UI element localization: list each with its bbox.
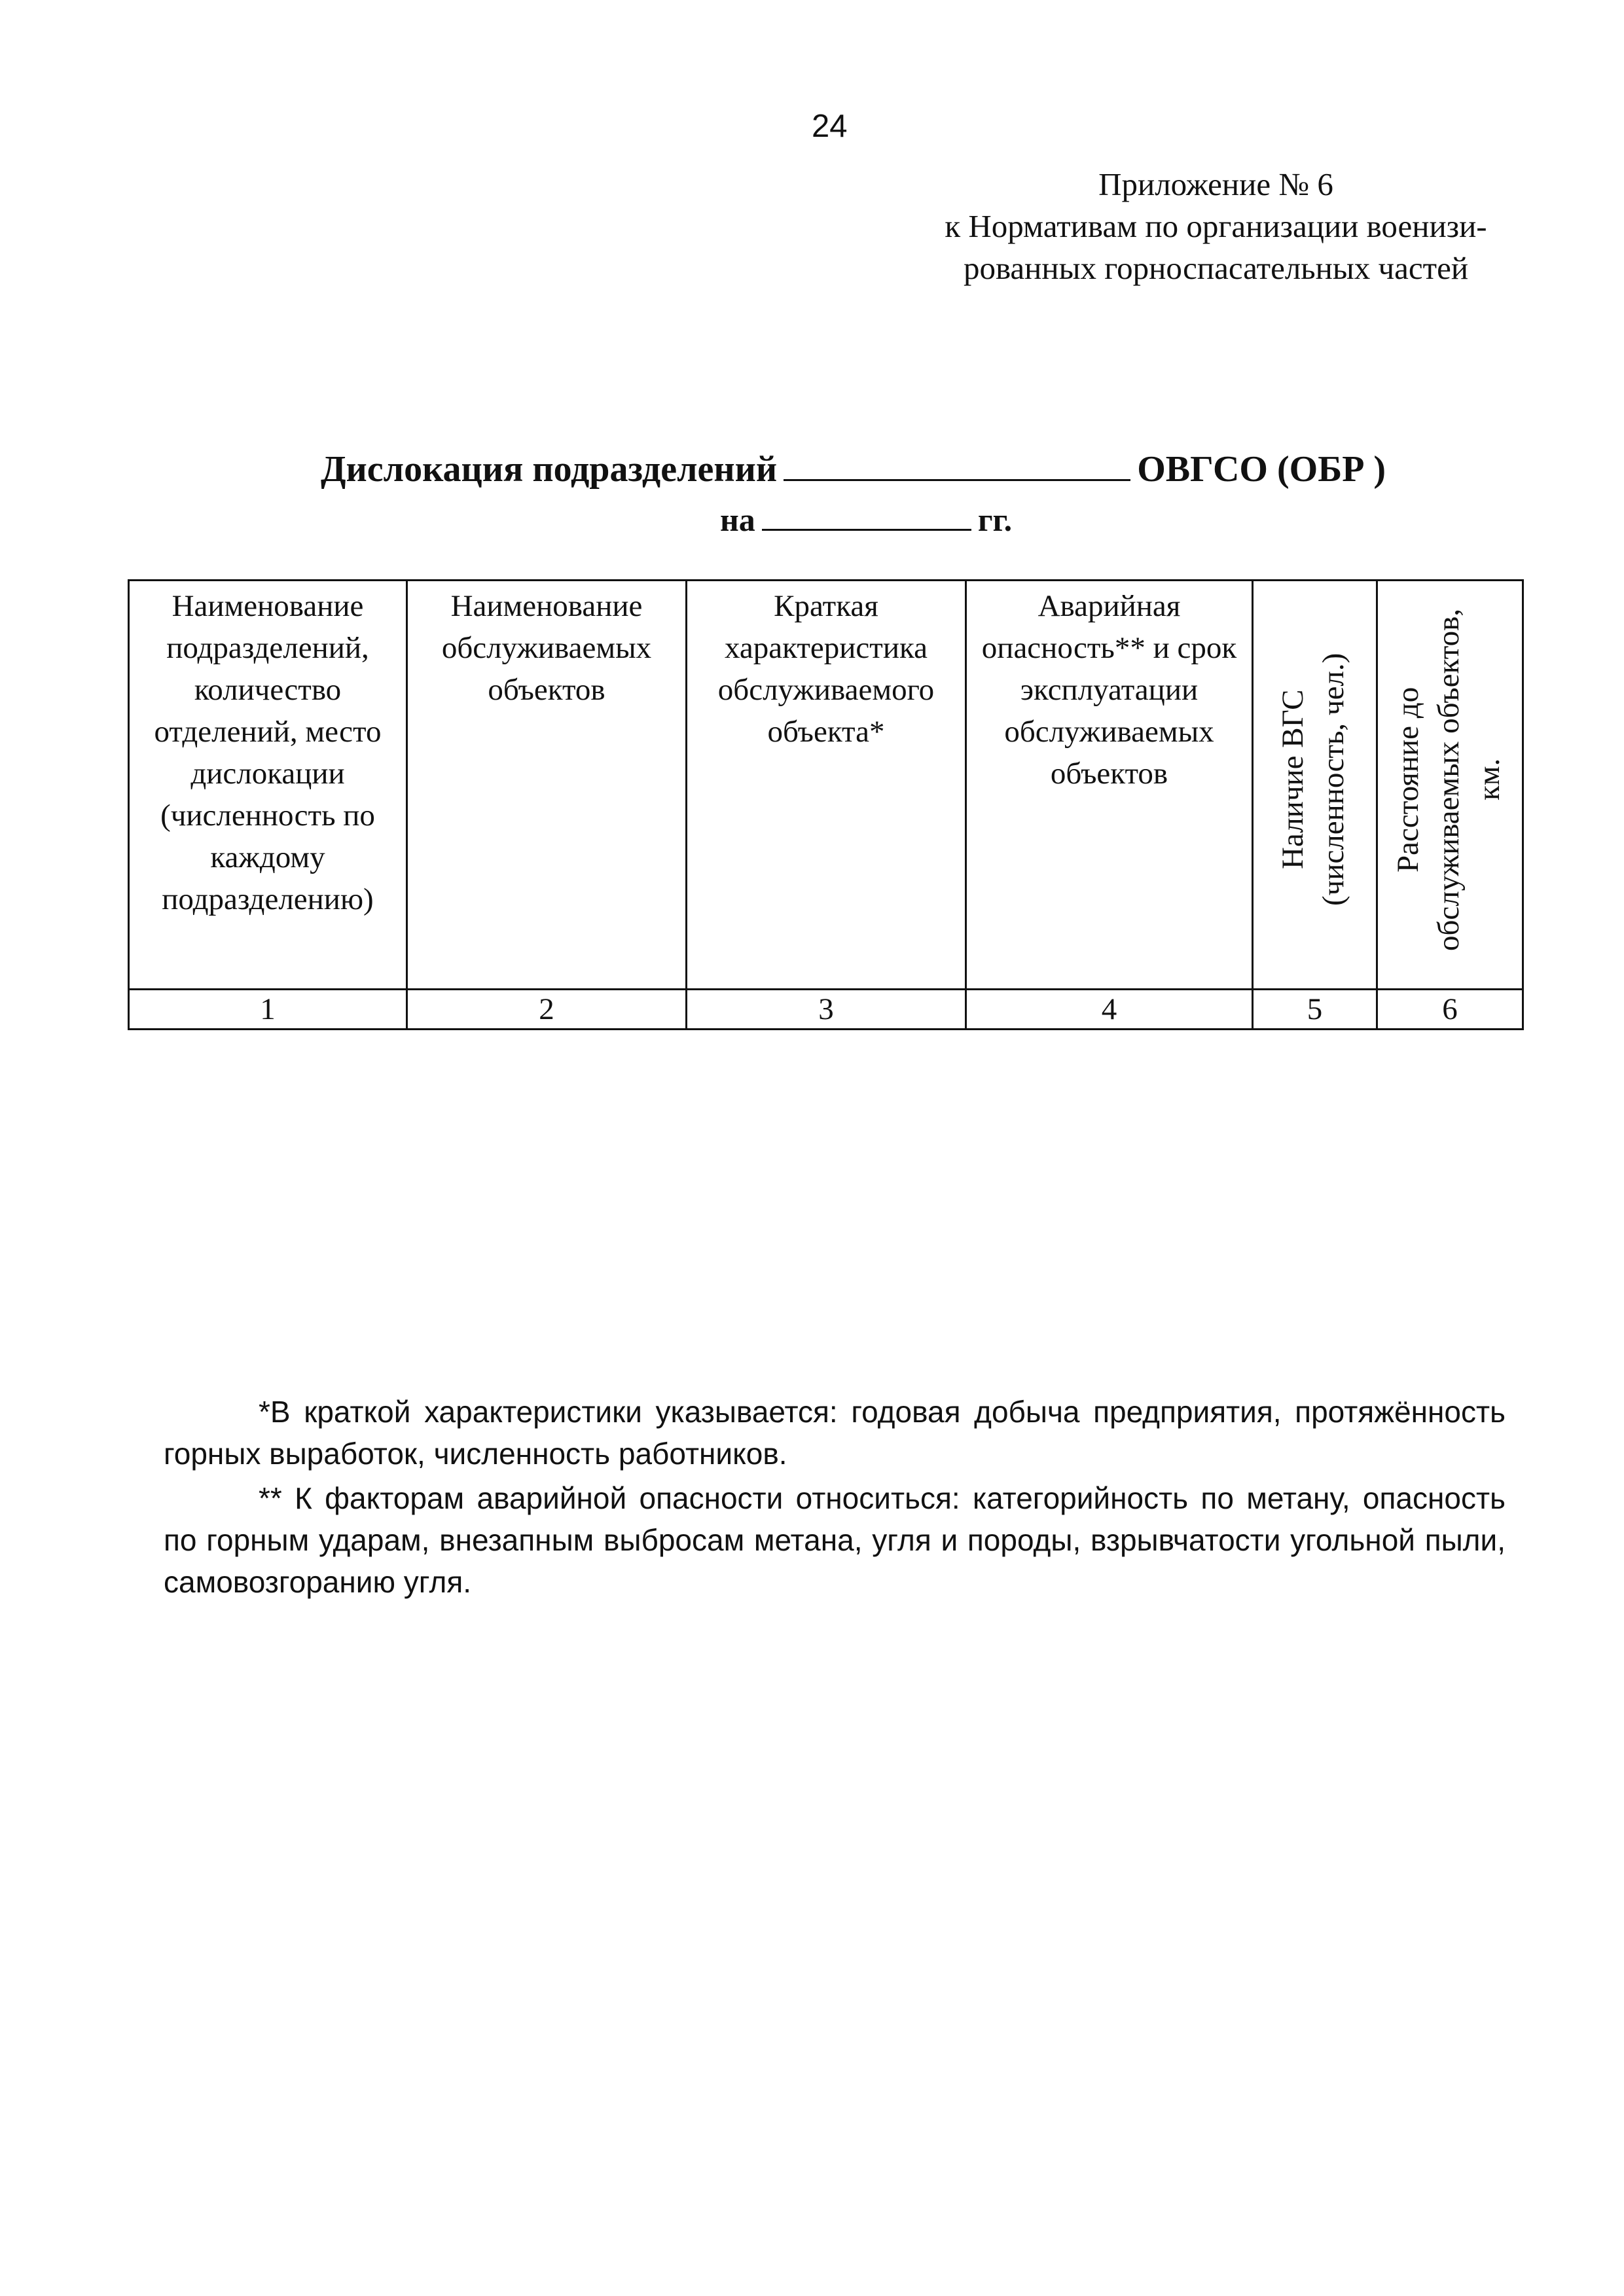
title-suffix: ОВГСО (ОБР ): [1137, 449, 1386, 490]
title-blank-field: [784, 478, 1130, 481]
header-col-6-text: Расстояние до обслуживаемых объектов, км.: [1391, 607, 1506, 951]
appendix-subtitle-line1: к Нормативам по организации военизи-: [945, 208, 1487, 244]
col-number-4: 4: [966, 990, 1253, 1030]
col-number-3: 3: [687, 990, 966, 1030]
header-col-3: Краткая характеристика обслуживаемого объекта*: [687, 581, 966, 990]
period-prefix: на: [720, 501, 755, 538]
title-prefix: Дислокация подразделений: [321, 449, 778, 490]
header-col-5: [1253, 581, 1377, 990]
col-number-2: 2: [407, 990, 687, 1030]
header-col-6: [1377, 581, 1523, 990]
header-col-5-text: Наличие ВГС (численность, чел.): [1275, 653, 1350, 906]
header-col-2: Наименование обслуживаемых объектов: [407, 581, 687, 990]
col-number-5: 5: [1253, 990, 1377, 1030]
header-col-4: Аварийная опасность** и срок эксплуатации обслуживаемых объектов: [966, 581, 1253, 990]
appendix-title: Приложение № 6: [1098, 166, 1333, 202]
document-title-period: [720, 501, 1113, 539]
dislocation-table: [128, 579, 1524, 1030]
col-number-1: 1: [129, 990, 407, 1030]
period-blank-field: [762, 528, 971, 531]
table-number-row: [129, 990, 1523, 1030]
appendix-subtitle-line2: рованных горноспасательных частей: [963, 250, 1469, 286]
footnote-1: *В краткой характеристики указывается: годовая добыча предприятия, протяжённость горных выработок, численность работников.: [164, 1395, 1506, 1471]
footnote-2: ** К факторам аварийной опасности относиться: категорийность по метану, опасность по горным ударам, внезапным выбросам метана, угля и породы, взрывчатости угольной пыли, самовозгоранию угля.: [164, 1481, 1506, 1599]
appendix-header: [874, 164, 1558, 289]
table-header-row: [129, 581, 1523, 990]
header-col-1: Наименование подразделений, количество отделений, место дислокации (численность по каждому подразделению): [129, 581, 407, 990]
col-number-6: 6: [1377, 990, 1523, 1030]
page-number: 24: [812, 109, 848, 144]
document-title: [321, 448, 1466, 490]
period-suffix: гг.: [977, 501, 1013, 538]
footnotes: [164, 1391, 1506, 1603]
